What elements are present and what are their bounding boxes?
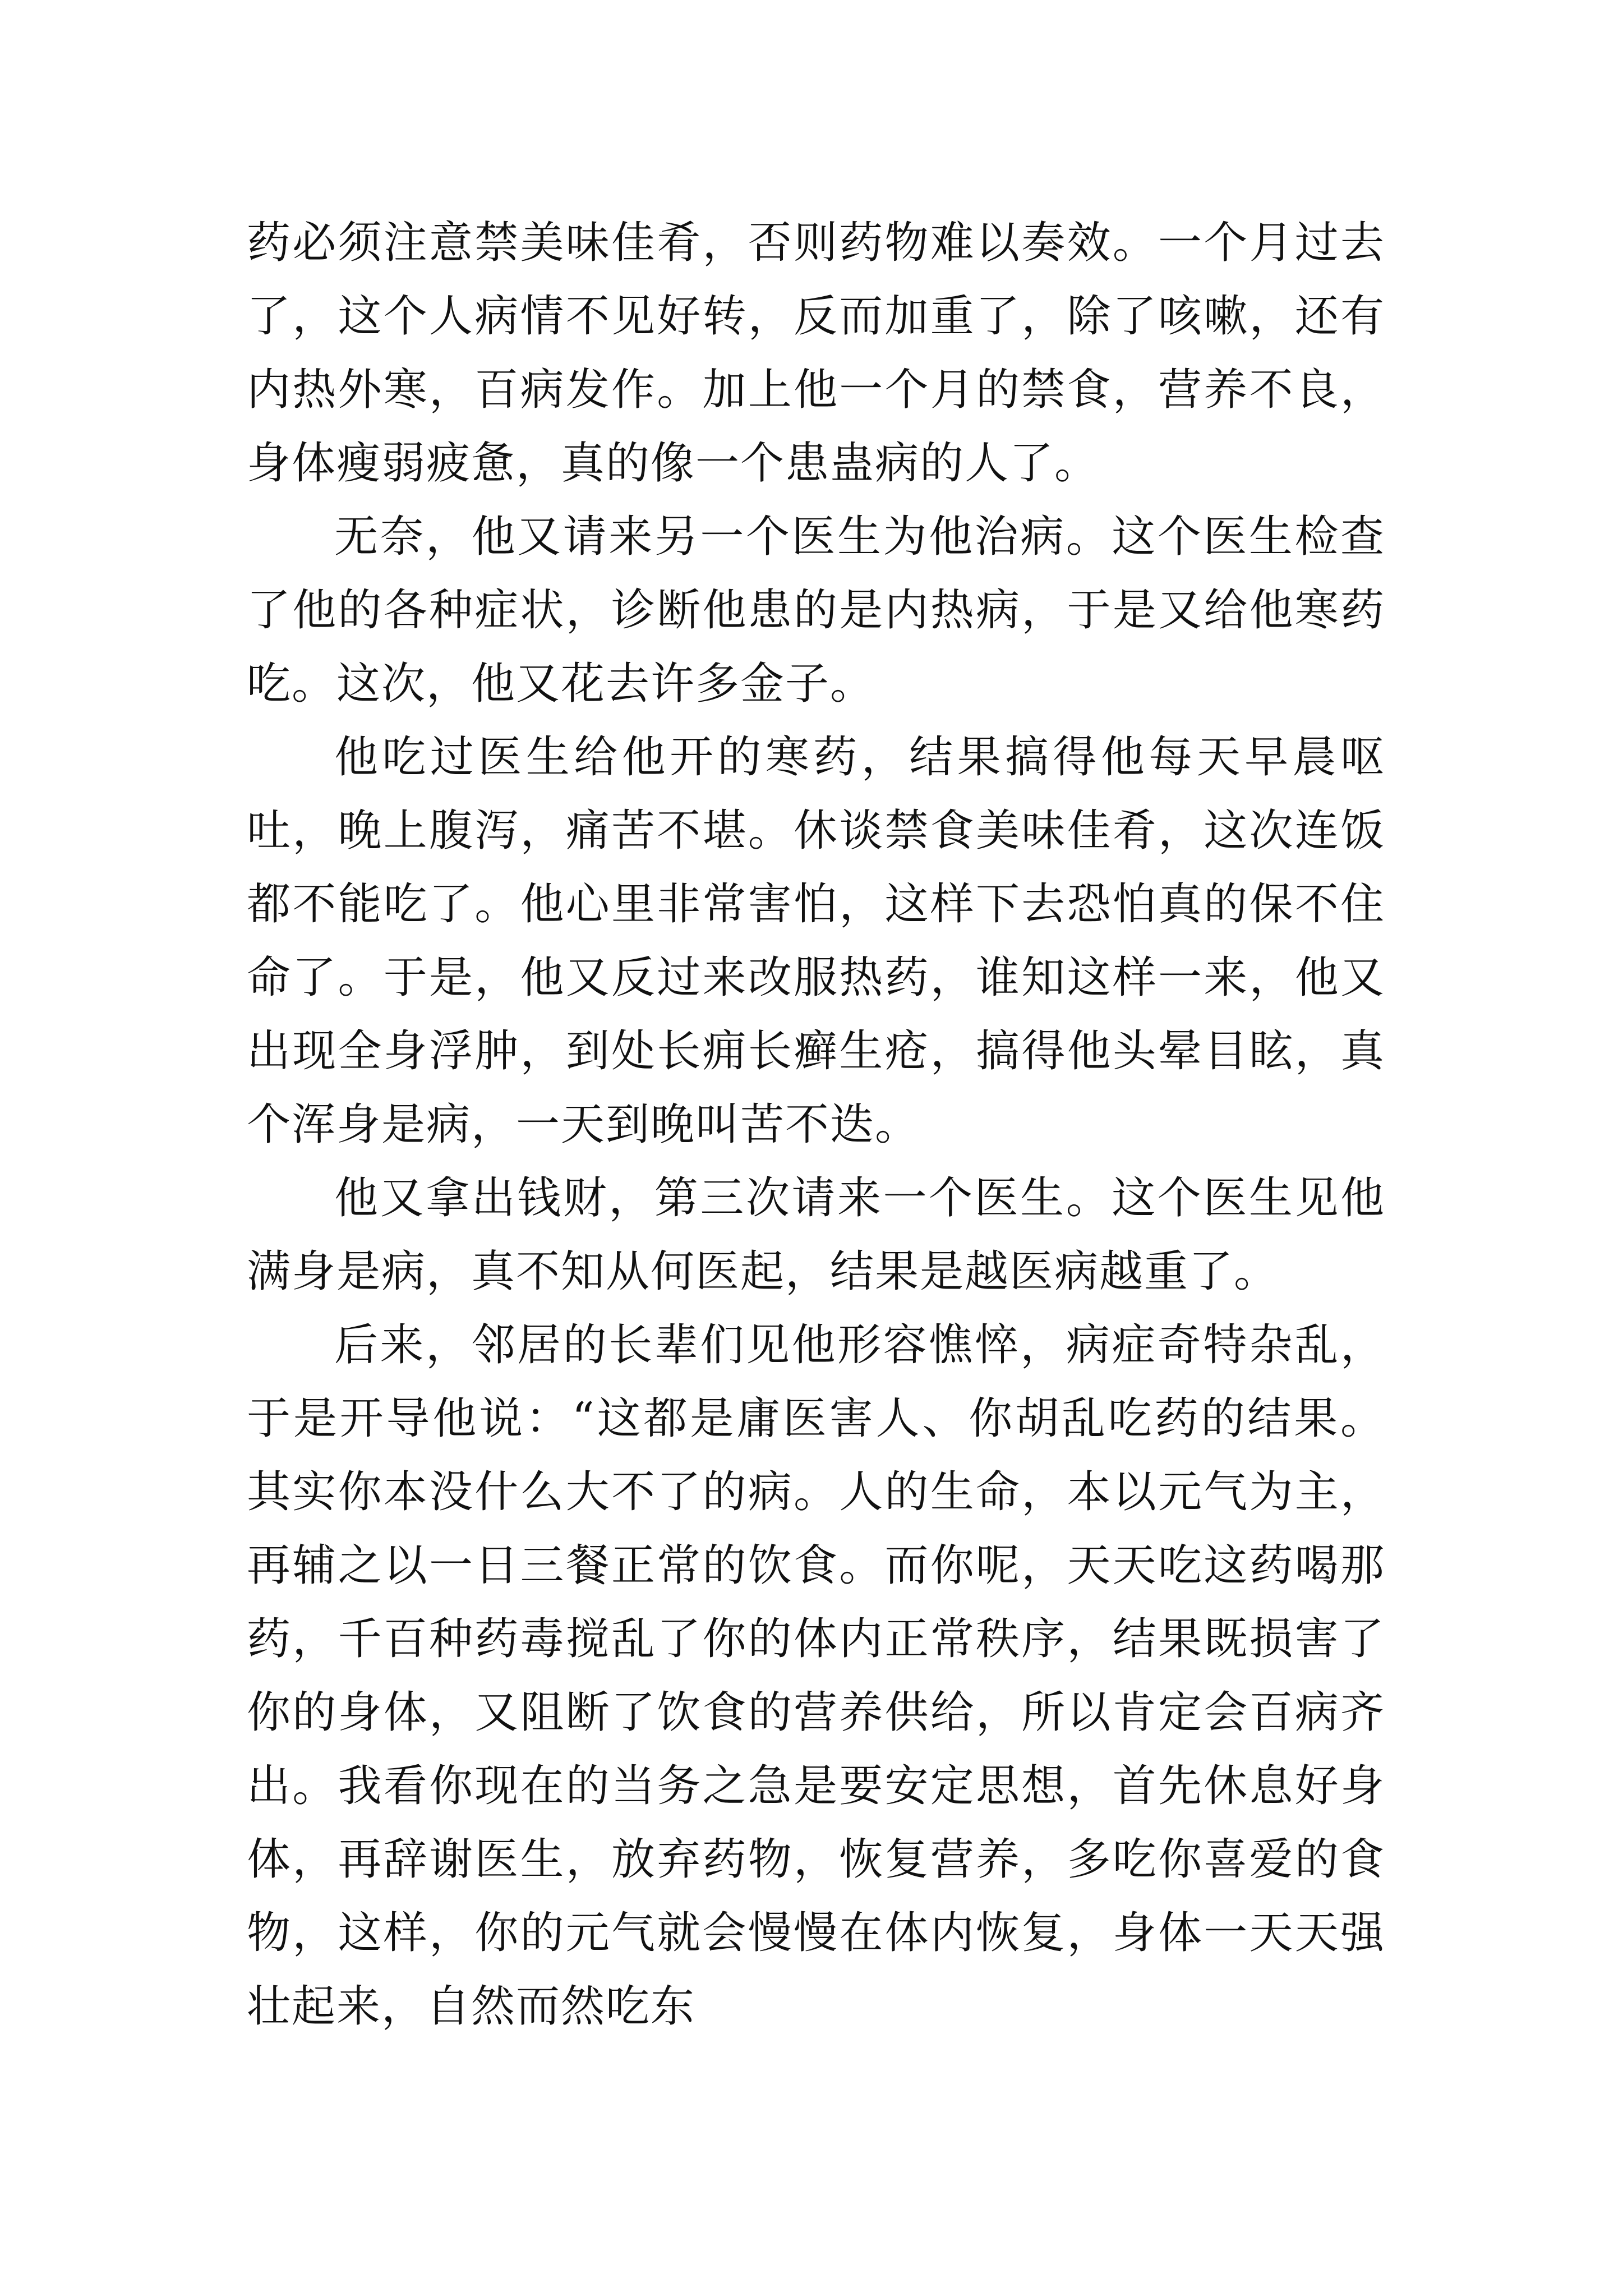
paragraph-5: 后来，邻居的长辈们见他形容憔悴，病症奇特杂乱，于是开导他说：“这都是庸医害人、你胡乱吃药的结果。其实你本没什么大不了的病。人的生命，本以元气为主，再辅之以一日三餐正常的饮食。而你呢，天天吃这药喝那药，千百种药毒搅乱了你的体内正常秩序，结果既损害了你的身体，又阻断了饮食的营养供给，所以肯定会百病齐出。我看你现在的当务之急是要安定思想，首先休息好身体，再辞谢医生，放弃药物，恢复营养，多吃你喜爱的食物，这样，你的元气就会慢慢在体内恢复，身体一天天强壮起来，自然而然吃东 xyxy=(247,1320,1385,2032)
document-body xyxy=(247,206,1385,2044)
paragraph-1: 药必须注意禁美味佳肴，否则药物难以奏效。一个月过去了，这个人病情不见好转，反而加重了，除了咳嗽，还有内热外寒，百病发作。加上他一个月的禁食，营养不良，身体瘦弱疲惫，真的像一个患蛊病的人了。 xyxy=(247,218,1385,489)
paragraph-3: 他吃过医生给他开的寒药，结果搞得他每天早晨呕吐，晚上腹泻，痛苦不堪。休谈禁食美味佳肴，这次连饭都不能吃了。他心里非常害怕，这样下去恐怕真的保不住命了。于是，他又反过来改服热药，谁知这样一来，他又出现全身浮肿，到处长痈长癣生疮，搞得他头晕目眩，真个浑身是病，一天到晚叫苦不迭。 xyxy=(247,732,1385,1150)
paragraph-2: 无奈，他又请来另一个医生为他治病。这个医生检查了他的各种症状，诊断他患的是内热病，于是又给他寒药吃。这次，他又花去许多金子。 xyxy=(247,512,1385,709)
paragraph-4: 他又拿出钱财，第三次请来一个医生。这个医生见他满身是病，真不知从何医起，结果是越医病越重了。 xyxy=(247,1173,1385,1297)
